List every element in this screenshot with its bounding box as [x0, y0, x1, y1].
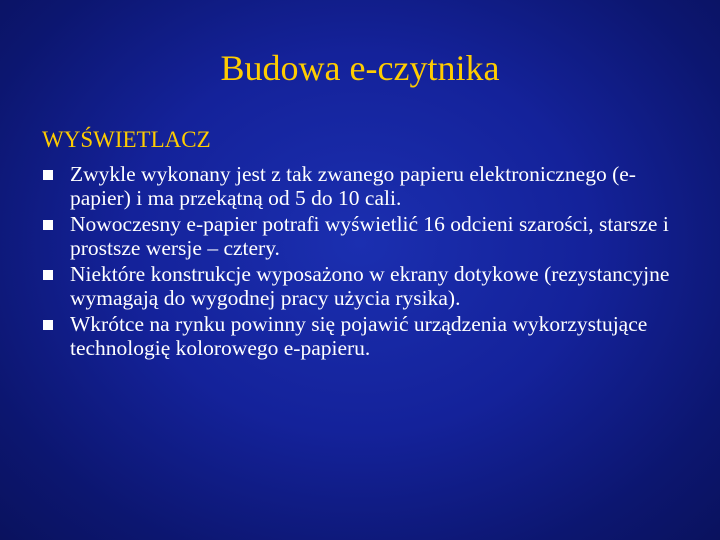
- square-bullet-icon: [43, 170, 53, 180]
- bullet-text: Zwykle wykonany jest z tak zwanego papieru elektronicznego (e-papier) i ma przekątną od 5 do 10 cali.: [70, 162, 636, 210]
- bullet-text: Wkrótce na rynku powinny się pojawić urządzenia wykorzystujące technologię kolorowego e-papieru.: [70, 312, 648, 360]
- bullet-item: [42, 162, 682, 210]
- bullet-text: Nowoczesny e-papier potrafi wyświetlić 16 odcieni szarości, starsze i prostsze wersje – cztery.: [70, 212, 669, 260]
- bullet-item: [42, 312, 682, 360]
- square-bullet-icon: [43, 220, 53, 230]
- bullet-item: [42, 212, 682, 260]
- slide-title: Budowa e-czytnika: [220, 48, 500, 88]
- square-bullet-icon: [43, 270, 53, 280]
- bullet-list: [42, 162, 682, 362]
- bullet-text: Niektóre konstrukcje wyposażono w ekrany dotykowe (rezystancyjne wymagają do wygodnej pracy użycia rysika).: [70, 262, 670, 310]
- section-heading: WYŚWIETLACZ: [42, 127, 211, 152]
- bullet-item: [42, 262, 682, 310]
- square-bullet-icon: [43, 320, 53, 330]
